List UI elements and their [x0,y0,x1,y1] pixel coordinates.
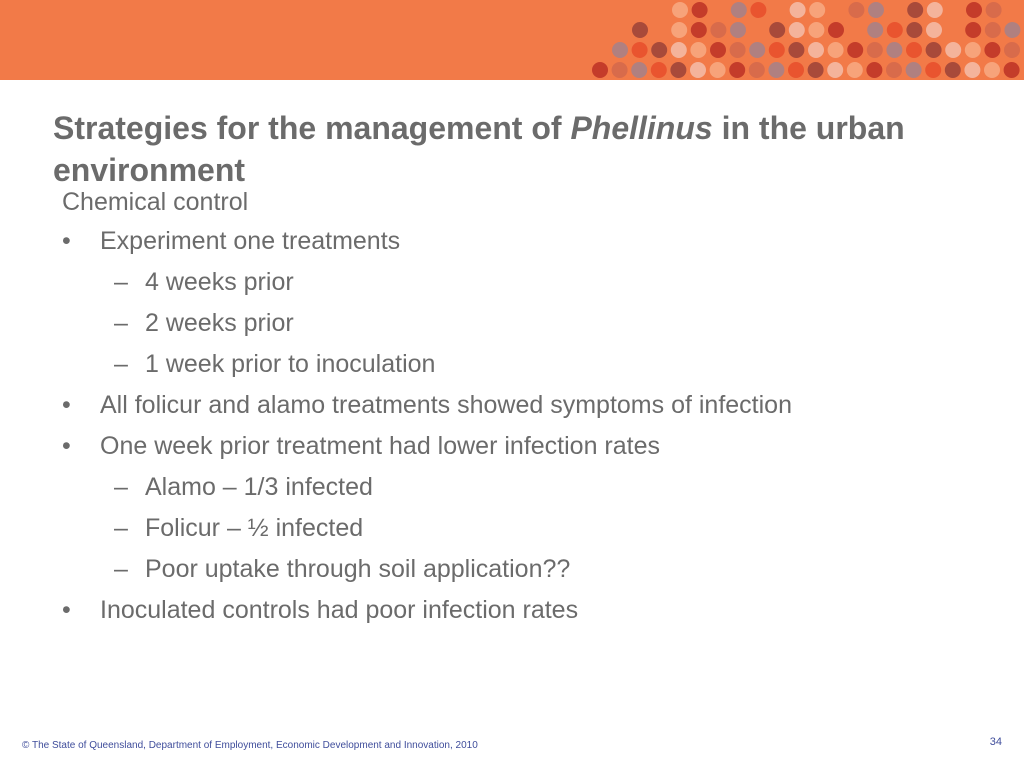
decorative-dot [1004,62,1020,78]
sub-bullet-item [62,307,982,348]
decorative-dot [651,42,667,58]
sub-bullet-item [62,512,982,553]
bullet-item [62,225,982,266]
decorative-dot [788,42,804,58]
decorative-dot [964,62,980,78]
decorative-dot [945,42,961,58]
dash-marker: – [114,309,128,337]
decorative-dot [1004,42,1020,58]
decorative-dot [710,22,726,38]
decorative-dot [788,62,804,78]
decorative-dot [768,62,784,78]
bullet-text: Experiment one treatments [100,227,401,255]
sub-bullet-item [62,553,982,594]
slide-title [53,107,973,191]
decorative-dot [867,42,883,58]
decorative-dot [828,42,844,58]
decorative-dot [808,62,824,78]
decorative-dot [690,62,706,78]
decorative-dot [631,62,647,78]
decorative-dot [945,62,961,78]
dash-marker: – [114,555,128,583]
decorative-dot [965,42,981,58]
decorative-dot [769,42,785,58]
decorative-dot [809,2,825,18]
decorative-dot [926,22,942,38]
dash-marker: – [114,514,128,542]
decorative-dot [926,42,942,58]
decorative-dot [886,42,902,58]
decorative-dot [769,22,785,38]
decorative-dot [692,2,708,18]
copyright-footer: © The State of Queensland, Department of Employment, Economic Development and Innovation, 2010 [22,740,478,751]
decorative-dot [984,62,1000,78]
decorative-dot [985,22,1001,38]
decorative-dot [847,62,863,78]
decorative-dot [984,42,1000,58]
bullet-text: Inoculated controls had poor infection rates [100,596,579,624]
decorative-dot [828,22,844,38]
title-suffix: in the urban environment [53,110,905,188]
decorative-dot [612,42,628,58]
decorative-dot [691,22,707,38]
decorative-dot [729,62,745,78]
decorative-dot [672,2,688,18]
bullet-marker: • [62,391,71,419]
sub-bullet-item [62,471,982,512]
decorative-dot [789,22,805,38]
decorative-dot [927,2,943,18]
decorative-dot [866,62,882,78]
title-prefix: Strategies for the management of [53,110,571,146]
bullet-text: 4 weeks prior [145,268,294,296]
bullet-item [62,430,982,471]
bullet-text: One week prior treatment had lower infection rates [100,432,660,460]
decorative-dot [808,42,824,58]
decorative-dot [632,22,648,38]
dash-marker: – [114,350,128,378]
bullet-text: All folicur and alamo treatments showed symptoms of infection [100,391,792,419]
decorative-dot [827,62,843,78]
decorative-dot [808,22,824,38]
decorative-dot [886,62,902,78]
bullet-marker: • [62,596,71,624]
decorative-dot [690,42,706,58]
dash-marker: – [114,268,128,296]
decorative-dot [868,2,884,18]
dash-marker: – [114,473,128,501]
decorative-dot [749,62,765,78]
decorative-dot [965,22,981,38]
decorative-dot [730,42,746,58]
decorative-dot [671,22,687,38]
bullet-text: Alamo – 1/3 infected [145,473,373,501]
decorative-dot [1004,22,1020,38]
decorative-dot [592,62,608,78]
sub-bullet-item [62,266,982,307]
decorative-dot [906,62,922,78]
decorative-dot [887,22,903,38]
decorative-dot [632,42,648,58]
decorative-dot [907,2,923,18]
decorative-dot [750,2,766,18]
page-number: 34 [989,736,1002,748]
sub-bullet-item [62,348,982,389]
decorative-dot [790,2,806,18]
decorative-dot-pattern [0,0,1024,80]
decorative-dot [966,2,982,18]
decorative-dot [710,62,726,78]
bullet-text: Folicur – ½ infected [145,514,364,542]
bullet-list [62,225,982,635]
bullet-marker: • [62,227,71,255]
decorative-dot [867,22,883,38]
decorative-dot [670,62,686,78]
decorative-dot [730,22,746,38]
decorative-dot [731,2,747,18]
slide-body [62,186,982,635]
bullet-item [62,389,982,430]
decorative-dot [847,42,863,58]
decorative-dot [710,42,726,58]
bullet-text: 2 weeks prior [145,309,294,337]
decorative-dot [848,2,864,18]
decorative-dot [749,42,765,58]
decorative-dot [671,42,687,58]
decorative-dot [925,62,941,78]
bullet-text: 1 week prior to inoculation [145,350,436,378]
decorative-dot [612,62,628,78]
decorative-dot [986,2,1002,18]
decorative-dot [906,42,922,58]
bullet-marker: • [62,432,71,460]
bullet-item [62,594,982,635]
title-italic-term: Phellinus [570,110,713,146]
decorative-dot [906,22,922,38]
bullet-text: Poor uptake through soil application?? [145,555,571,583]
section-heading: Chemical control [62,188,249,216]
decorative-dot [651,62,667,78]
